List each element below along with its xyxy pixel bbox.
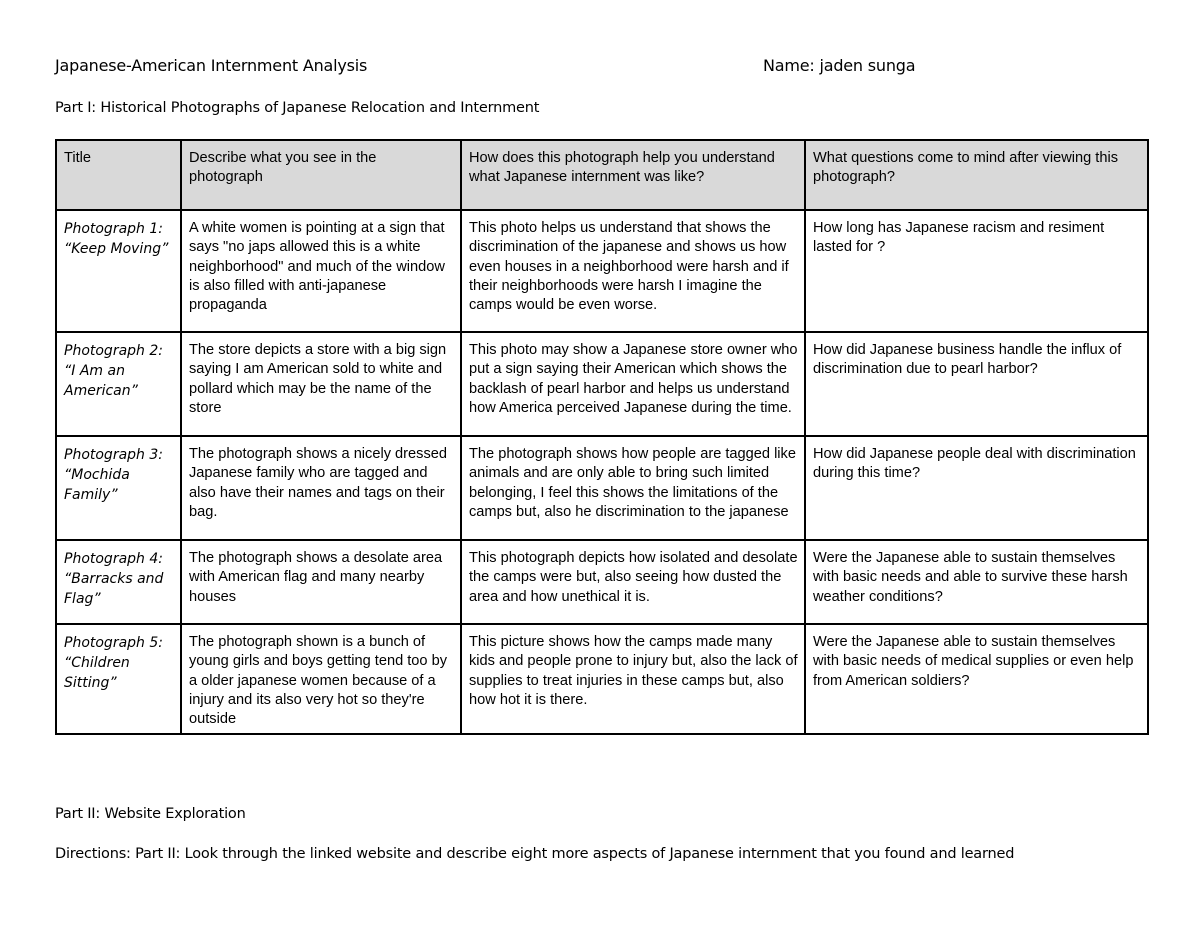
column-header-describe: Describe what you see in the photograph <box>181 140 461 210</box>
part2-directions: Directions: Part II: Look through the linked website and describe eight more aspects of Japanese internment that you found and learned <box>55 846 1015 862</box>
photo-name: “I Am an American” <box>64 363 138 399</box>
questions-cell: How did Japanese business handle the influx of discrimination due to pearl harbor? <box>805 332 1148 436</box>
column-header-understand: How does this photograph help you understand what Japanese internment was like? <box>461 140 805 210</box>
understand-cell: The photograph shows how people are tagged like animals and are only able to bring such limited belonging, I feel this shows the limitations of the camps but, also he discrimination to the japanese <box>461 436 805 540</box>
student-name: Name: jaden sunga <box>763 56 916 75</box>
photo-title-cell <box>56 624 181 734</box>
part2-heading: Part II: Website Exploration <box>55 806 246 822</box>
photo-name: “Children Sitting” <box>64 655 130 691</box>
photo-label: Photograph 5: <box>64 635 163 651</box>
column-header-title: Title <box>56 140 181 210</box>
table-header-row <box>56 140 1148 210</box>
questions-cell: How long has Japanese racism and resiment lasted for ? <box>805 210 1148 332</box>
photo-title-cell <box>56 436 181 540</box>
describe-cell: A white women is pointing at a sign that says "no japs allowed this is a white neighborhood" and much of the window is also filled with anti-japanese propaganda <box>181 210 461 332</box>
photo-name: “Barracks and Flag” <box>64 571 164 607</box>
understand-cell: This photo may show a Japanese store owner who put a sign saying their American which shows the backlash of pearl harbor and helps us understand how America perceived Japanese during the time. <box>461 332 805 436</box>
questions-cell: Were the Japanese able to sustain themselves with basic needs and able to survive these harsh weather conditions? <box>805 540 1148 624</box>
photo-label: Photograph 2: <box>64 343 163 359</box>
describe-cell: The photograph shows a desolate area with American flag and many nearby houses <box>181 540 461 624</box>
photo-name: “Keep Moving” <box>64 241 169 257</box>
table-row <box>56 332 1148 436</box>
understand-cell: This photo helps us understand that shows the discrimination of the japanese and shows us how even houses in a neighborhood were harsh and if their neighborhoods were harsh I imagine the camps would be even worse. <box>461 210 805 332</box>
table-row <box>56 436 1148 540</box>
describe-cell: The store depicts a store with a big sign saying I am American sold to white and pollard which may be the name of the store <box>181 332 461 436</box>
part1-heading: Part I: Historical Photographs of Japanese Relocation and Internment <box>55 100 540 116</box>
table-row <box>56 210 1148 332</box>
questions-cell: Were the Japanese able to sustain themselves with basic needs of medical supplies or even help from American soldiers? <box>805 624 1148 734</box>
column-header-questions: What questions come to mind after viewing this photograph? <box>805 140 1148 210</box>
describe-cell: The photograph shows a nicely dressed Japanese family who are tagged and also have their names and tags on their bag. <box>181 436 461 540</box>
describe-cell: The photograph shown is a bunch of young girls and boys getting tend too by a older japanese women because of a injury and its also very hot so they're outside <box>181 624 461 734</box>
understand-cell: This photograph depicts how isolated and desolate the camps were but, also seeing how dusted the area and how unethical it is. <box>461 540 805 624</box>
photo-label: Photograph 3: <box>64 447 163 463</box>
document-title: Japanese-American Internment Analysis <box>55 56 368 75</box>
photo-title-cell <box>56 540 181 624</box>
photo-label: Photograph 1: <box>64 221 163 237</box>
photo-title-cell <box>56 332 181 436</box>
photo-analysis-table <box>55 139 1149 735</box>
questions-cell: How did Japanese people deal with discrimination during this time? <box>805 436 1148 540</box>
table-row <box>56 624 1148 734</box>
understand-cell: This picture shows how the camps made many kids and people prone to injury but, also the lack of supplies to treat injuries in these camps but, also how hot it is there. <box>461 624 805 734</box>
table-row <box>56 540 1148 624</box>
photo-title-cell <box>56 210 181 332</box>
photo-label: Photograph 4: <box>64 551 163 567</box>
photo-name: “Mochida Family” <box>64 467 130 503</box>
